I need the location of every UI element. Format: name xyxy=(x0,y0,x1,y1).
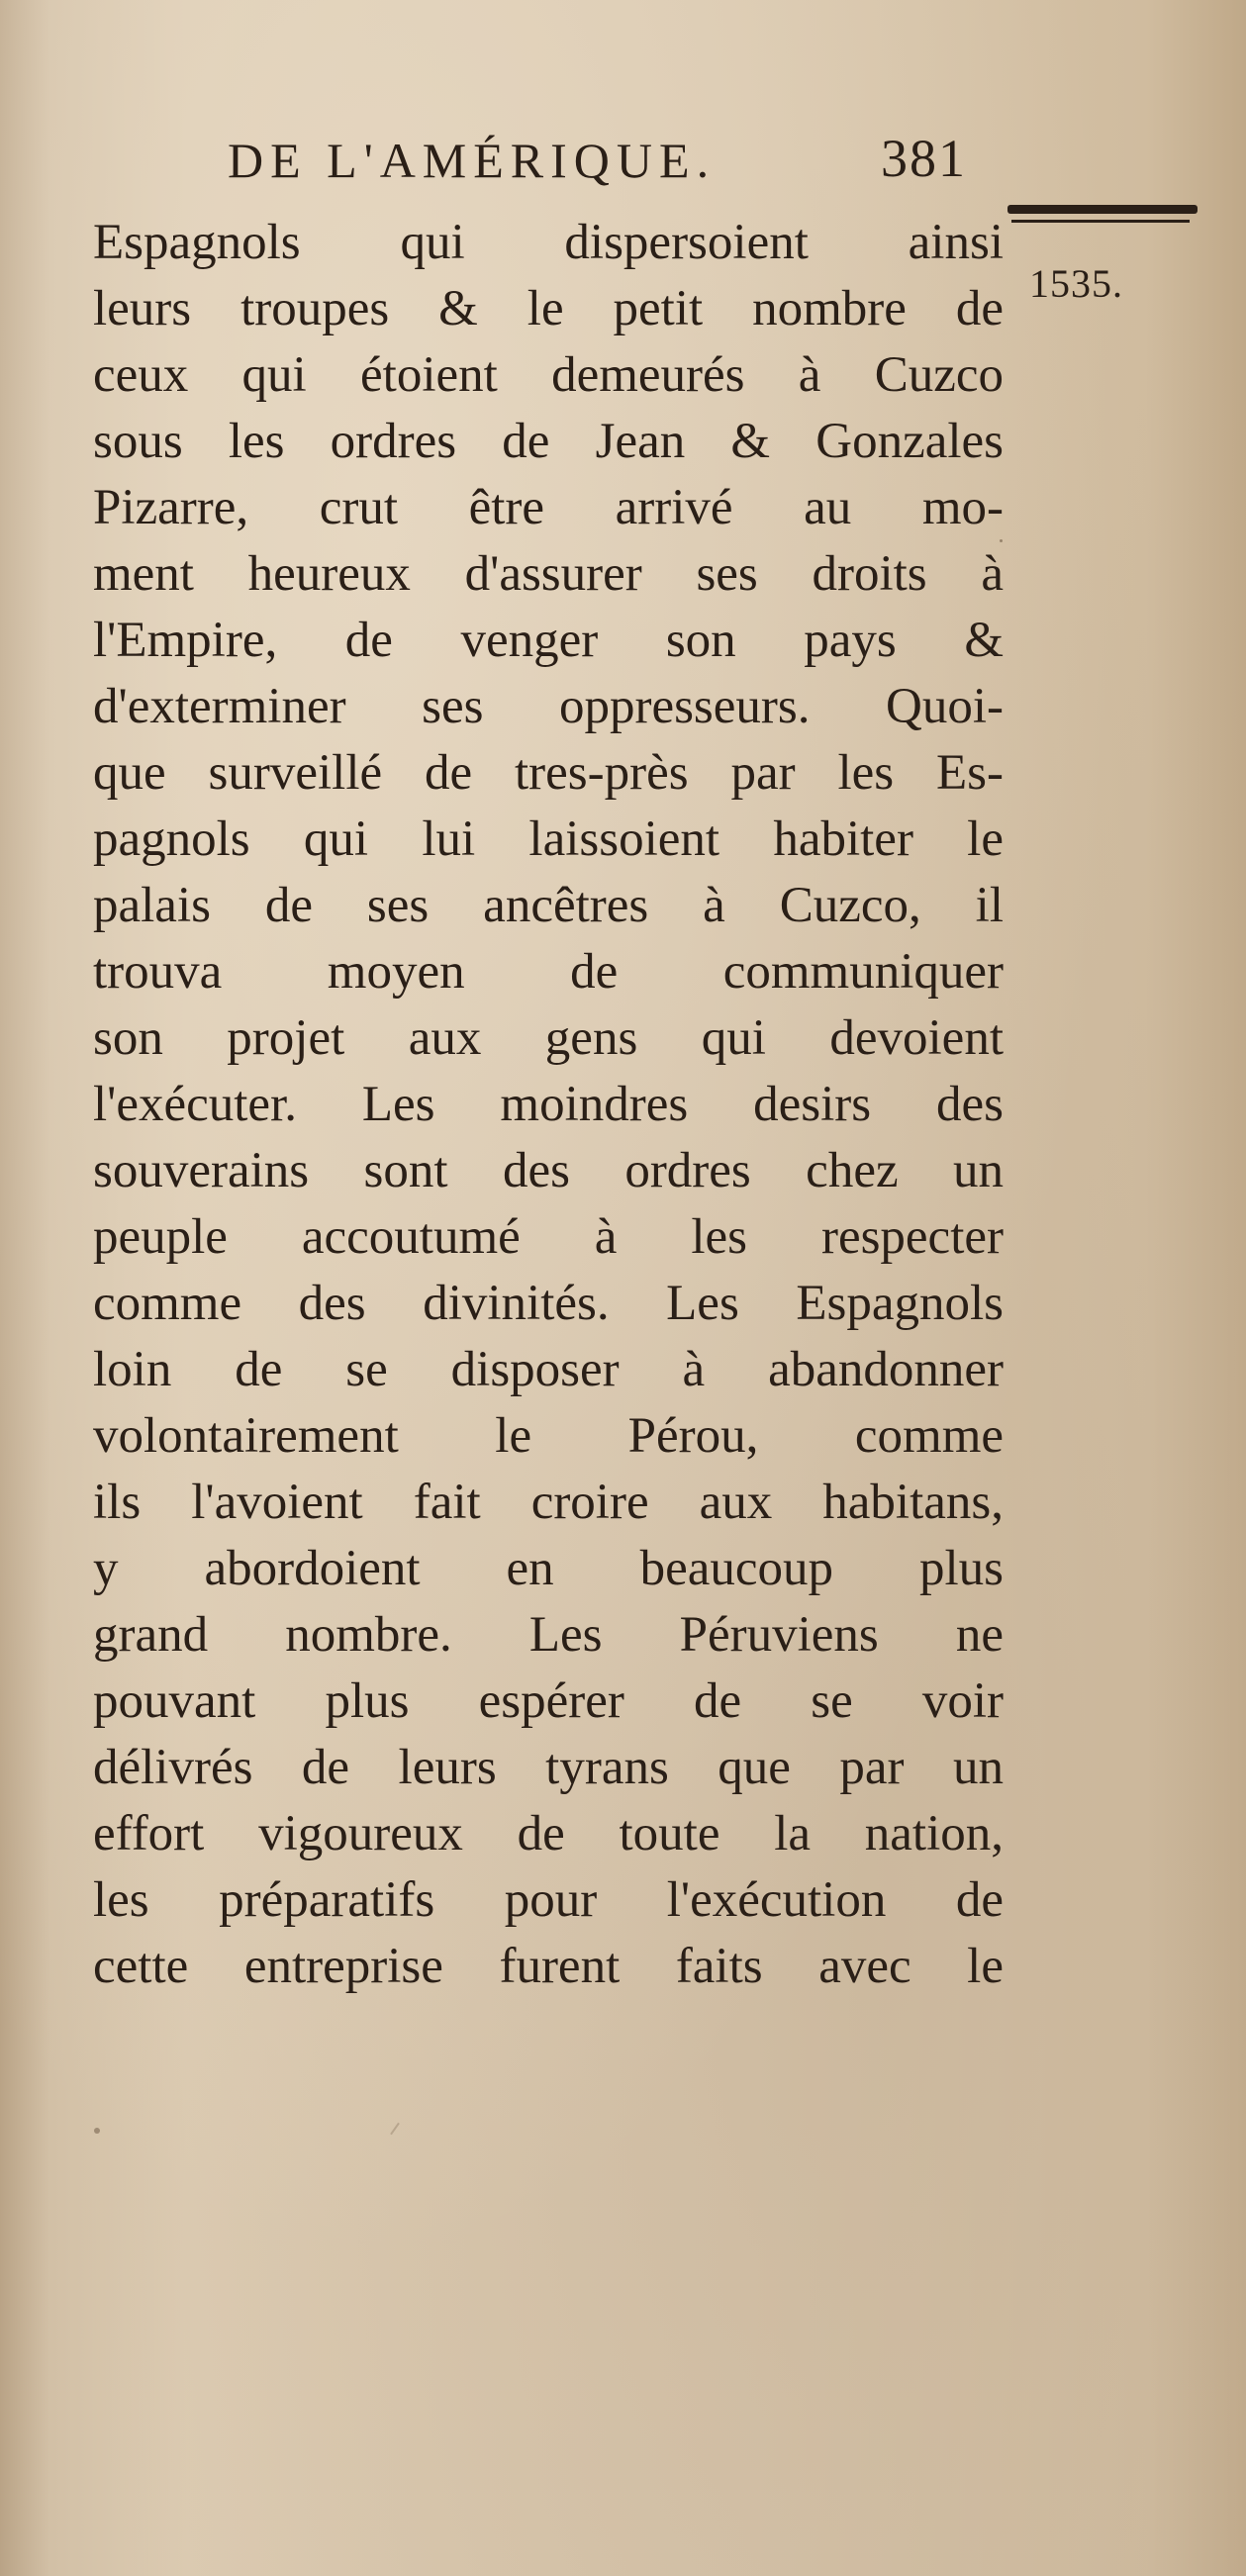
text-line-18: loin de se disposer à abandonner xyxy=(93,1342,1004,1397)
text-line-5: Pizarre, crut être arrivé au mo- xyxy=(93,480,1004,535)
text-line-13: son projet aux gens qui devoient xyxy=(93,1010,1004,1066)
text-line-15: souverains sont des ordres chez un xyxy=(93,1143,1004,1198)
text-line-11: palais de ses ancêtres à Cuzco, il xyxy=(93,878,1004,933)
text-line-17: comme des divinités. Les Espagnols xyxy=(93,1276,1004,1331)
margin-rule-thin xyxy=(1011,220,1190,223)
running-head: DE L'AMÉRIQUE. xyxy=(228,133,717,188)
text-line-4: sous les ordres de Jean & Gonzales xyxy=(93,414,1004,469)
text-line-9: que surveillé de tres-près par les Es- xyxy=(93,745,1004,801)
text-line-23: pouvant plus espérer de se voir xyxy=(93,1673,1004,1729)
text-line-1: Espagnols qui dispersoient ainsi xyxy=(93,215,1004,270)
text-line-24: délivrés de leurs tyrans que par un xyxy=(93,1740,1004,1795)
text-line-21: y abordoient en beaucoup plus xyxy=(93,1541,1004,1596)
body-text xyxy=(93,210,1004,2000)
text-line-14: l'exécuter. Les moindres desirs des xyxy=(93,1077,1004,1132)
text-line-2: leurs troupes & le petit nombre de xyxy=(93,281,1004,336)
text-line-8: d'exterminer ses oppresseurs. Quoi- xyxy=(93,679,1004,734)
text-line-26: les préparatifs pour l'exécution de xyxy=(93,1872,1004,1928)
text-line-7: l'Empire, de venger son pays & xyxy=(93,613,1004,668)
paper-stain xyxy=(94,2128,100,2134)
margin-year-note: 1535. xyxy=(1029,261,1123,306)
text-line-27: cette entreprise furent faits avec le xyxy=(93,1939,1004,1994)
text-line-25: effort vigoureux de toute la nation, xyxy=(93,1806,1004,1861)
paper-mark xyxy=(390,2123,400,2136)
margin-rule xyxy=(1007,205,1198,214)
text-line-19: volontairement le Pérou, comme xyxy=(93,1408,1004,1464)
text-line-12: trouva moyen de communiquer xyxy=(93,944,1004,1000)
text-line-6: ment heureux d'assurer ses droits à xyxy=(93,546,1004,602)
text-line-20: ils l'avoient fait croire aux habitans, xyxy=(93,1475,1004,1530)
text-line-16: peuple accoutumé à les respecter xyxy=(93,1209,1004,1265)
text-line-10: pagnols qui lui laissoient habiter le xyxy=(93,811,1004,867)
page-number: 381 xyxy=(881,129,967,188)
text-line-22: grand nombre. Les Péruviens ne xyxy=(93,1607,1004,1663)
text-line-3: ceux qui étoient demeurés à Cuzco xyxy=(93,347,1004,403)
